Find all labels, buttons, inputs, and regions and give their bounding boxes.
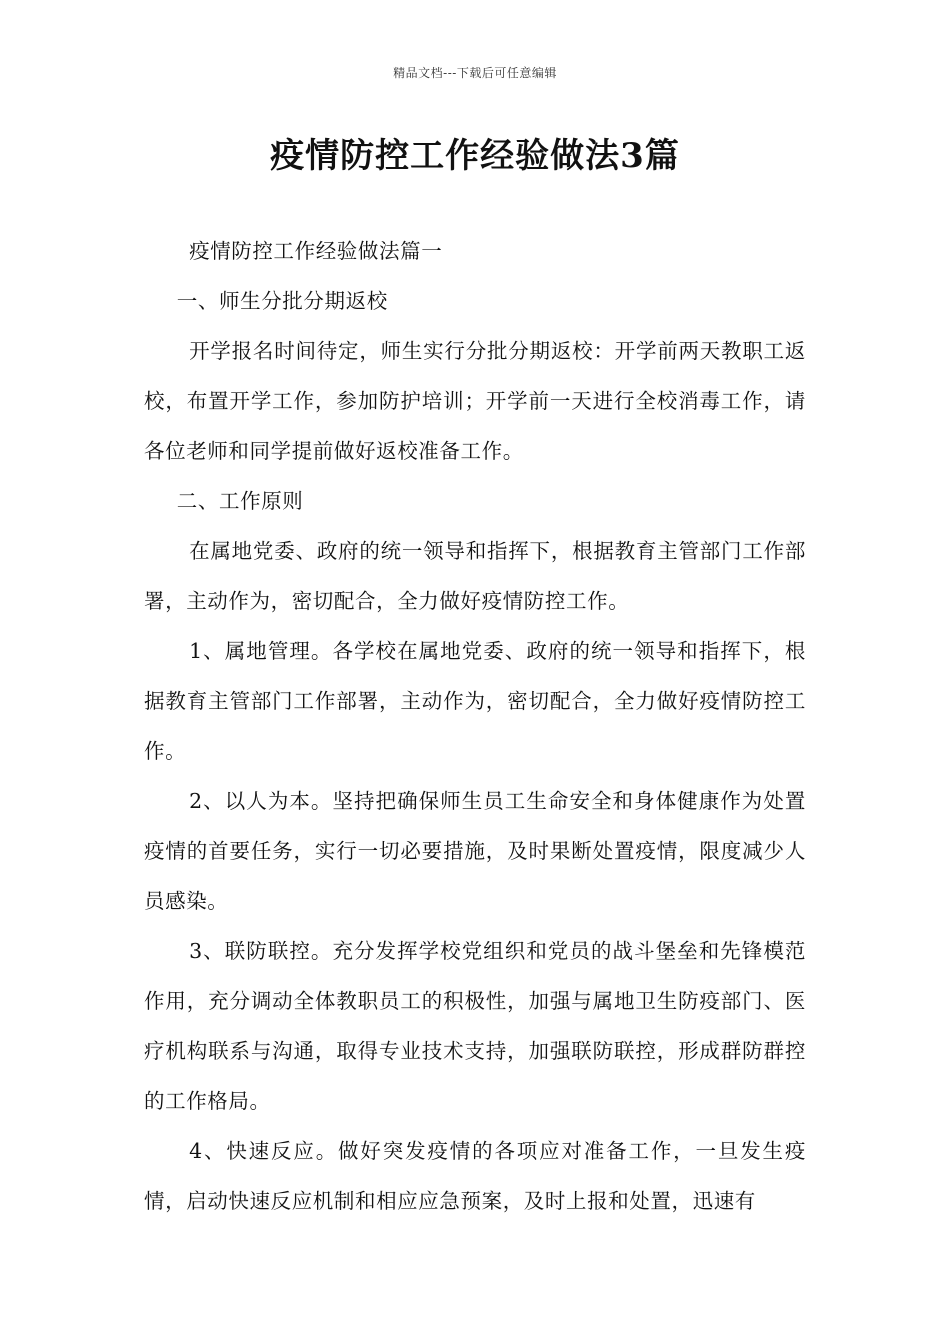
document-title: 疫情防控工作经验做法3篇	[270, 136, 680, 176]
paragraph: 3、联防联控。充分发挥学校党组织和党员的战斗堡垒和先锋模范作用，充分调动全体教职员工的积极性，加强与属地卫生防疫部门、医疗机构联系与沟通，取得专业技术支持，加强联防联控，形成群防群控的工作格局。	[144, 939, 806, 1113]
paragraph: 1、属地管理。各学校在属地党委、政府的统一领导和指挥下，根据教育主管部门工作部署，主动作为，密切配合，全力做好疫情防控工作。	[144, 639, 806, 763]
section-heading: 二、工作原则	[176, 489, 304, 513]
paragraph: 4、快速反应。做好突发疫情的各项应对准备工作，一旦发生疫情，启动快速反应机制和相应应急预案，及时上报和处置，迅速有	[144, 1139, 806, 1213]
section-title: 疫情防控工作经验做法篇一	[189, 239, 443, 263]
paragraph: 2、以人为本。坚持把确保师生员工生命安全和身体健康作为处置疫情的首要任务，实行一切必要措施，及时果断处置疫情，限度减少人员感染。	[144, 789, 806, 913]
header-note: 精品文档---下载后可任意编辑	[393, 66, 557, 80]
paragraph: 在属地党委、政府的统一领导和指挥下，根据教育主管部门工作部署，主动作为，密切配合，全力做好疫情防控工作。	[144, 539, 806, 613]
document-body	[144, 226, 806, 1226]
section-heading: 一、师生分批分期返校	[176, 289, 388, 313]
paragraph: 开学报名时间待定，师生实行分批分期返校：开学前两天教职工返校，布置开学工作，参加防护培训；开学前一天进行全校消毒工作，请各位老师和同学提前做好返校准备工作。	[144, 339, 806, 463]
